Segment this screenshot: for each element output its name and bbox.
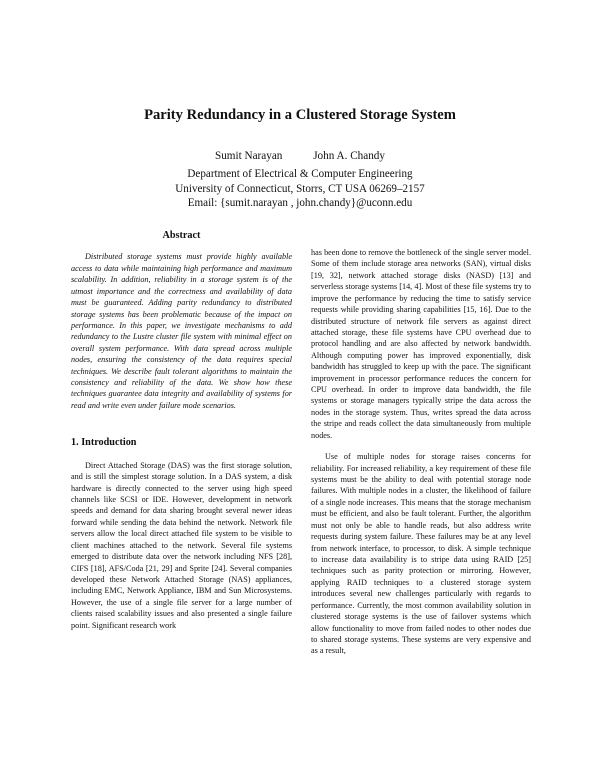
right-column xyxy=(311,247,531,657)
paragraph: has been done to remove the bottleneck of the single server model. Some of them include storage area networks (SAN), virtual disks [19, 32], network attached storage disks (NASD) [13] and serverless storage systems [14, 4]. Most of these file systems try to improve the performance by reducing the time to satisfy service requests while providing sharing capabilities [15, 16]. Due to the distributed structure of network file servers as against direct attached storage, these file systems have CPU overhead due to protocol handling and are also affected by network bandwidth. Although computing power has improved exponentially, disk bandwidth has struggled to keep up with the pace. The significant improvement in processor performance reduces the concern for CPU overhead. In order to improve data bandwidth, the file systems or storage managers typically stripe the data across the nodes in the storage system. Thus, writes spread the data across the stripe and reads collect the data simultaneously from multiple nodes. xyxy=(311,248,531,440)
author-list xyxy=(0,150,600,162)
paragraph: Use of multiple nodes for storage raises concerns for reliability. For increased reliability, a key requirement of these file systems must be the ability to deal with potential storage node failures. With multiple nodes in a cluster, the likelihood of failure of a single node increases. This means that the storage mechanism must be efficient, and also be fault tolerant. Further, the algorithm must not only be able to handle reads, but also address write requests during system failure. These failures may be at any level from network interface, to processor, to disk. A simple technique to increase data availability is to stripe data using RAID [25] techniques such as parity protection or mirroring. However, applying RAID techniques to a clustered storage system introduces several new challenges particularly with regards to performance. Currently, the most common availability solution in clustered storage systems is the use of failover systems which allow functionality to move from failed nodes to other nodes due to shared storage systems. These systems are very expensive and as a result, xyxy=(311,452,531,656)
email: Email: {sumit.narayan , john.chandy}@uconn.edu xyxy=(187,197,413,210)
author-name: John A. Chandy xyxy=(313,150,385,162)
abstract-heading: Abstract xyxy=(162,230,201,241)
left-column xyxy=(71,226,292,631)
section-heading: 1. Introduction xyxy=(71,437,137,449)
paper-title: Parity Redundancy in a Clustered Storage System xyxy=(144,107,456,123)
paragraph: Direct Attached Storage (DAS) was the first storage solution, and is still the simplest storage solution. In a DAS system, a disk hardware is directly connected to the server using high speed channels like SCSI or IDE. However, development in network speeds and demand for data sharing brought several newer ideas forward while sending the data behind the network. Network file servers allow the local direct attached file system to be visible to client machines attached to the network. Several file systems emerged to distribute data over the network including NFS [28], CIFS [18], AFS/Coda [21, 29] and Sprite [24]. Several companies developed these Network Attached Storage (NAS) appliances, including EMC, Network Appliance, IBM and Sun Microsystems. However, the use of a single file server for a large number of clients raised scalability issues and also presented a single failure point. Significant research work xyxy=(71,460,292,630)
university: University of Connecticut, Storrs, CT USA 06269–2157 xyxy=(175,182,425,195)
abstract-text: Distributed storage systems must provide highly available access to data while maintaining high performance and maximum scalability. In addition, reliability in a storage system is of the utmost importance and the correctness and availability of data must be guaranteed. Adding parity redundancy to distributed storage systems has been problematic because of the impact on performance. In this paper, we investigate mechanisms to add redundancy to the Lustre cluster file system with minimal effect on overall system performance. With data spread across multiple nodes, ensuring the consistency of the data requires special techniques. We describe fault tolerant algorithms to maintain the consistency and reliability of the data. We show how these techniques guarantee data integrity and availability of systems for read and write even under failure mode scenarios. xyxy=(71,252,292,410)
department: Department of Electrical & Computer Engineering xyxy=(187,168,413,180)
author-name: Sumit Narayan xyxy=(214,150,283,162)
affiliation-block xyxy=(0,167,600,211)
